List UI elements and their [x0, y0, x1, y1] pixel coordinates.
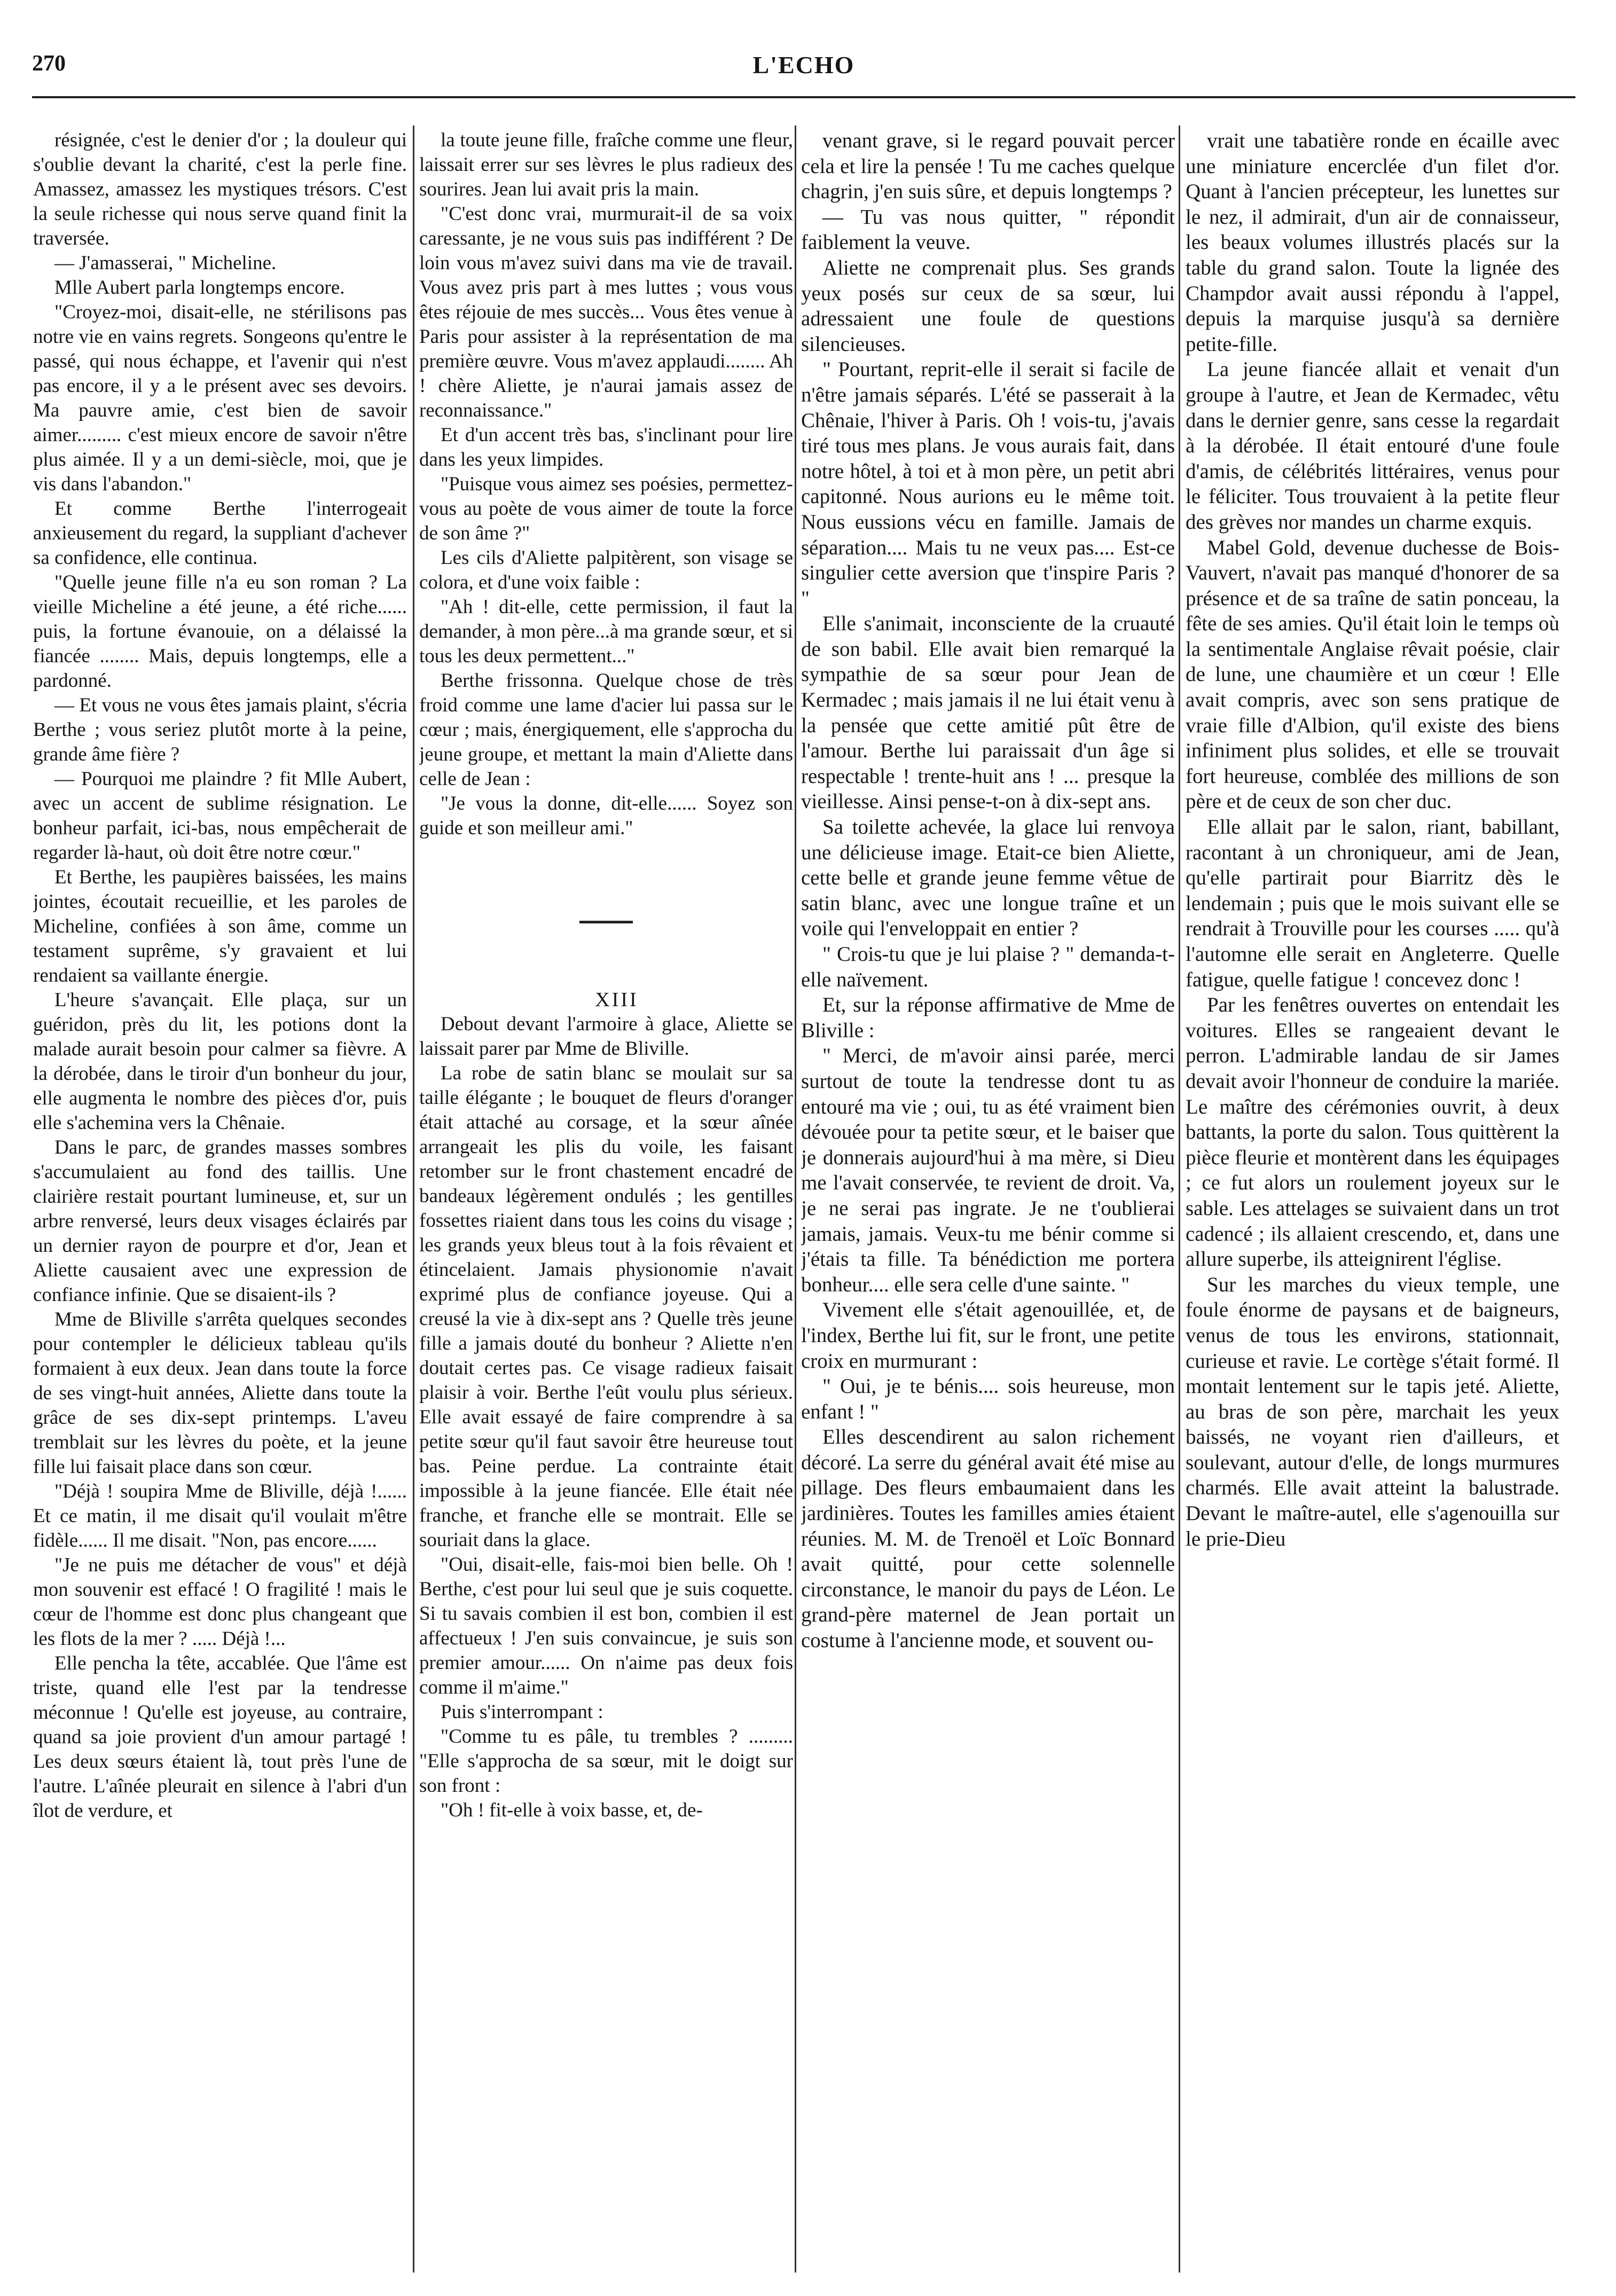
page-number: 270: [32, 51, 66, 76]
paragraph: " Oui, je te bénis.... sois heureuse, mon enfant ! ": [801, 1375, 1175, 1423]
paragraph: Et d'un accent très bas, s'inclinant pour lire dans les yeux limpides.: [419, 424, 793, 471]
paragraph: "Je vous la donne, dit-elle...... Soyez son guide et son meilleur ami.": [419, 793, 793, 839]
paragraph: "Croyez-moi, disait-elle, ne stérilisons pas notre vie en vains regrets. Songeons qu'entre le passé, qui nous échappe, et l'avenir qui n'est pas encore, il y a le présent avec ses devoirs. Ma pauvre amie, c'est bien de savoir aimer......... c'est mieux encore de savoir n'être plus aimée. Il y a un demi-siècle, moi, que je vis dans l'abandon.": [33, 301, 407, 495]
paragraph: Aliette ne comprenait plus. Ses grands yeux posés sur ceux de sa sœur, lui adressaient une foule de questions silencieuses.: [801, 256, 1175, 356]
section-divider: [579, 921, 633, 923]
chapter-number: XIII: [595, 989, 639, 1011]
paragraph: Par les fenêtres ouvertes on entendait les voitures. Elles se rangeaient devant le perron. L'admirable landau de sir James devait avoir l'honneur de conduire la mariée. Le maître des cérémonies ouvrit, à deux battants, la porte du salon. Tous quittèrent la pièce fleurie et montèrent dans les équipages ; ce fut alors un roulement joyeux sur le sable. Les attelages se suivaient dans un trot cadencé ; ils allaient crescendo, et, dans une allure superbe, ils atteignirent l'église.: [1186, 993, 1559, 1271]
paragraph: venant grave, si le regard pouvait percer cela et lire la pensée ! Tu me caches quelque chagrin, j'en suis sûre, et depuis longtemps ?: [801, 129, 1175, 203]
paragraph: Vivement elle s'était agenouillée, et, de l'index, Berthe lui fit, sur le front, une petite croix en murmurant :: [801, 1298, 1175, 1373]
text-column-1: [33, 128, 407, 2275]
paragraph: Dans le parc, de grandes masses sombres s'accumulaient au fond des taillis. Une clairière restait pourtant lumineuse, et, sur un arbre renversé, leurs deux visages éclairés par un dernier rayon de pourpre et d'or, Jean et Aliette causaient avec une expression de confiance infinie. Que se disaient-ils ?: [33, 1137, 407, 1306]
paragraph: "Puisque vous aimez ses poésies, permettez-vous au poète de vous aimer de toute la force de son âme ?": [419, 473, 793, 544]
paragraph: résignée, c'est le denier d'or ; la douleur qui s'oublie devant la charité, c'est la perle fine. Amassez, amassez les mystiques trésors. C'est la seule richesse qui nous serve quand finit la traversée.: [33, 129, 407, 249]
paragraph: "Oui, disait-elle, fais-moi bien belle. Oh ! Berthe, c'est pour lui seul que je suis coquette. Si tu savais combien il est bon, combien il est affectueux ! J'en suis convaincue, je suis son premier amour...... On n'aime pas deux fois comme il m'aime.": [419, 1554, 793, 1698]
paragraph: la toute jeune fille, fraîche comme une fleur, laissait errer sur ses lèvres le plus radieux des sourires. Jean lui avait pris la main.: [419, 129, 793, 200]
paragraph: vrait une tabatière ronde en écaille avec une miniature encerclée d'un filet d'or. Quant à l'ancien précepteur, les lunettes sur le nez, il admirait, d'un air de connaisseur, les beaux volumes illustrés placés sur la table du grand salon. Toute la lignée des Champdor avait aussi répondu à l'appel, depuis la marquise jusqu'à sa dernière petite-fille.: [1186, 129, 1559, 356]
text-column-4: [1186, 128, 1559, 2275]
paragraph: — Et vous ne vous êtes jamais plaint, s'écria Berthe ; vous seriez plutôt morte à la peine, grande âme fière ?: [33, 694, 407, 765]
paragraph: Et comme Berthe l'interrogeait anxieusement du regard, la suppliant d'achever sa confidence, elle continua.: [33, 498, 407, 569]
paragraph: "C'est donc vrai, murmurait-il de sa voix caressante, je ne vous suis pas indifférent ? De loin vous m'avez suivi dans ma vie de travail. Vous avez pris part à mes luttes ; vous vous êtes réjouie de mes succès... Vous êtes venue à Paris pour assister à la représentation de ma première œuvre. Vous m'avez applaudi........ Ah ! chère Aliette, je n'aurai jamais assez de reconnaissance.": [419, 203, 793, 421]
paragraph: "Déjà ! soupira Mme de Bliville, déjà !...... Et ce matin, il me disait qu'il voulait m'être fidèle...... Il me disait. "Non, pas encore......: [33, 1480, 407, 1551]
column-rule: [795, 126, 796, 2273]
paragraph: "Oh ! fit-elle à voix basse, et, de-: [441, 1799, 703, 1821]
paragraph: Berthe frissonna. Quelque chose de très froid comme une lame d'acier lui passa sur le cœur ; mais, énergiquement, elle s'approcha du jeune groupe, et mettant la main d'Aliette dans celle de Jean :: [419, 670, 793, 790]
paragraph: La robe de satin blanc se moulait sur sa taille élégante ; le bouquet de fleurs d'oranger était attaché au corsage, et la sœur aînée arrangeait les plis du voile, les faisant retomber sur le front chastement encadré de bandeaux légèrement ondulés ; les gentilles fossettes riaient dans tous les coins du visage ; les grands yeux bleus tout à la fois rêvaient et étincelaient. Jamais physionomie n'avait exprimé plus de confiance joyeuse. Qui a creusé la vie à dix-sept ans ? Quelle très jeune fille a jamais douté du bonheur ? Aliette n'en doutait certes pas. Ce visage radieux faisait plaisir à voir. Berthe l'eût voulu plus sérieux. Elle avait essayé de faire comprendre à sa petite sœur qu'il faut savoir être heureuse tout bas. Peine perdue. La contrainte était impossible à la jeune fiancée. Elle était née franche, et franche elle se montrait. Elle se souriait dans la glace.: [419, 1062, 793, 1551]
paragraph: "Comme tu es pâle, tu trembles ? ......... "Elle s'approcha de sa sœur, mit le doigt sur son front :: [419, 1726, 793, 1797]
header-rule: [32, 96, 1575, 98]
text-column-2: [419, 128, 793, 2275]
paragraph: " Merci, de m'avoir ainsi parée, merci surtout de toute la tendresse dont tu as entouré ma vie ; oui, tu as été vraiment bien dévouée pour ta petite sœur, et le baiser que je donnerais aujourd'hui à ma mère, si Dieu me l'avait conservée, te revient de droit. Va, je ne serai pas ingrate. Je ne t'oublierai jamais, jamais. Veux-tu me bénir comme si j'étais ta fille. Ta bénédiction me portera bonheur.... elle sera celle d'une sainte. ": [801, 1044, 1175, 1296]
paragraph: "Ah ! dit-elle, cette permission, il faut la demander, à mon père...à ma grande sœur, et si tous les deux permettent...": [419, 596, 793, 667]
page-header: [32, 51, 1575, 93]
paragraph: "Je ne puis me détacher de vous" et déjà mon souvenir est effacé ! O fragilité ! mais le cœur de l'homme est donc plus changeant que les flots de la mer ? ..... Déjà !...: [33, 1554, 407, 1650]
paragraph: Mabel Gold, devenue duchesse de Bois-Vauvert, n'avait pas manqué d'honorer de sa présence et de sa traîne de satin ponceau, la fête de ses amies. Qu'il était loin le temps où la sentimentale Anglaise rêvait poésie, clair de lune, une chaumière et un cœur ! Elle avait compris, avec son sens pratique de vraie fille d'Albion, qu'il existe des biens infiniment plus solides, et elle se trouvait fort heureuse, comblée des millions de son père et de ceux de son cher duc.: [1186, 536, 1559, 813]
paragraph: Elles descendirent au salon richement décoré. La serre du général avait été mise au pillage. Des fleurs embaumaient dans les jardinières. Toutes les familles amies étaient réunies. M. M. de Trenoël et Loïc Bonnard avait quitté, pour cette solennelle circonstance, le manoir du pays de Léon. Le grand-père maternel de Jean portait un costume à l'ancienne mode, et souvent ou-: [801, 1425, 1175, 1652]
paragraph: Mme de Bliville s'arrêta quelques secondes pour contempler le délicieux tableau qu'ils formaient à eux deux. Jean dans toute la force de ses vingt-huit années, Aliette dans toute la grâce de ses dix-sept printemps. L'aveu tremblait sur les lèvres du poète, et la jeune fille lui faisait place dans son cœur.: [33, 1308, 407, 1478]
paragraph: La jeune fiancée allait et venait d'un groupe à l'autre, et Jean de Kermadec, vêtu dans le dernier genre, sans cesse la regardait à la dérobée. Il était entouré d'une foule d'amis, de célébrités littéraires, venus pour le féliciter. Tous trouvaient à la petite fleur des grèves nor mandes un charme exquis.: [1186, 358, 1559, 534]
column-rule: [413, 126, 414, 2273]
column-rule: [1179, 126, 1180, 2273]
paragraph: Sa toilette achevée, la glace lui renvoya une délicieuse image. Etait-ce bien Aliette, cette belle et grande jeune femme vêtue de satin blanc, avec une longue traîne et un voile qui l'enveloppait en entier ?: [801, 816, 1175, 941]
paragraph: Et, sur la réponse affirmative de Mme de Bliville :: [801, 993, 1175, 1042]
paragraph: "Quelle jeune fille n'a eu son roman ? La vieille Micheline a été jeune, a été riche...... puis, la fortune évanouie, on a délaissé la fiancée ........ Mais, depuis longtemps, elle a pardonné.: [33, 571, 407, 692]
paragraph: Elle allait par le salon, riant, babillant, racontant à un chroniqueur, ami de Jean, qu'elle partirait pour Biarritz dès le lendemain ; puis que le mois suivant elle se rendrait à Trouville pour les courses ..... qu'à l'automne elle serait en Angleterre. Quelle fatigue, quelle fatigue ! concevez donc !: [1186, 816, 1559, 991]
paragraph: Elle pencha la tête, accablée. Que l'âme est triste, quand elle l'est par la tendresse méconnue ! Qu'elle est joyeuse, au contraire, quand sa joie provient d'un amour partagé ! Les deux sœurs étaient là, tout près l'une de l'autre. L'aînée pleurait en silence à l'abri d'un îlot de verdure, et: [33, 1652, 407, 1822]
paragraph: L'heure s'avançait. Elle plaça, sur un guéridon, près du lit, les potions dont la malade aurait besoin pour calmer sa fièvre. A la dérobée, dans le tiroir d'un bonheur du jour, elle augmenta le nombre des pièces d'or, puis elle s'achemina vers la Chênaie.: [33, 989, 407, 1134]
paragraph: — Tu vas nous quitter, " répondit faiblement la veuve.: [801, 205, 1175, 254]
paragraph: Les cils d'Aliette palpitèrent, son visage se colora, et d'une voix faible :: [419, 547, 793, 593]
paragraph: Mlle Aubert parla longtemps encore.: [54, 277, 345, 299]
text-column-3: [801, 128, 1175, 2275]
paragraph: — J'amasserai, " Micheline.: [54, 252, 277, 274]
paragraph: Et Berthe, les paupières baissées, les mains jointes, écoutait recueillie, et les paroles de Micheline, confiées à son âme, comme un testament suprême, s'y gravaient et lui rendaient sa vaillante énergie.: [33, 866, 407, 986]
paragraph: Debout devant l'armoire à glace, Aliette se laissait parer par Mme de Bliville.: [419, 1013, 793, 1060]
paragraph: Sur les marches du vieux temple, une foule énorme de paysans et de baigneurs, venus de tous les environs, stationnait, curieuse et ravie. Le cortège s'était formé. Il montait lentement sur le tapis jeté. Aliette, au bras de son père, marchait les yeux baissés, ne voyant rien d'ailleurs, et soulevant, autour d'elle, de longs murmures charmés. Elle avait atteint la balustrade. Devant le maître-autel, elle s'agenouilla sur le prie-Dieu: [1186, 1273, 1559, 1550]
paragraph: " Crois-tu que je lui plaise ? " demanda-t-elle naïvement.: [801, 943, 1175, 991]
paragraph: — Pourquoi me plaindre ? fit Mlle Aubert, avec un accent de sublime résignation. Le bonheur parfait, ici-bas, nous empêcherait de regarder là-haut, où doit être notre cœur.": [33, 768, 407, 864]
paragraph: " Pourtant, reprit-elle il serait si facile de n'être jamais séparés. L'été se passerait à la Chênaie, l'hiver à Paris. Oh ! vois-tu, j'avais tiré tous mes plans. Je vous aurais fait, dans notre hôtel, à toi et à mon père, un petit abri capitonné. Nous aurions eu le même toit. Nous eussions vécu en famille. Jamais de séparation.... Mais tu ne veux pas.... Est-ce singulier cette aversion que t'inspire Paris ? ": [801, 358, 1175, 610]
journal-title: L'ECHO: [752, 51, 855, 79]
paragraph: Puis s'interrompant :: [441, 1701, 603, 1723]
paragraph: Elle s'animait, inconsciente de la cruauté de son babil. Elle avait bien remarqué la sympathie de sa sœur pour Jean de Kermadec ; mais jamais il ne lui était venu à la pensée que cette amitié pût être de l'amour. Berthe lui paraissait d'un âge si respectable ! trente-huit ans ! ... presque la vieillesse. Ainsi pense-t-on à dix-sept ans.: [801, 612, 1175, 813]
